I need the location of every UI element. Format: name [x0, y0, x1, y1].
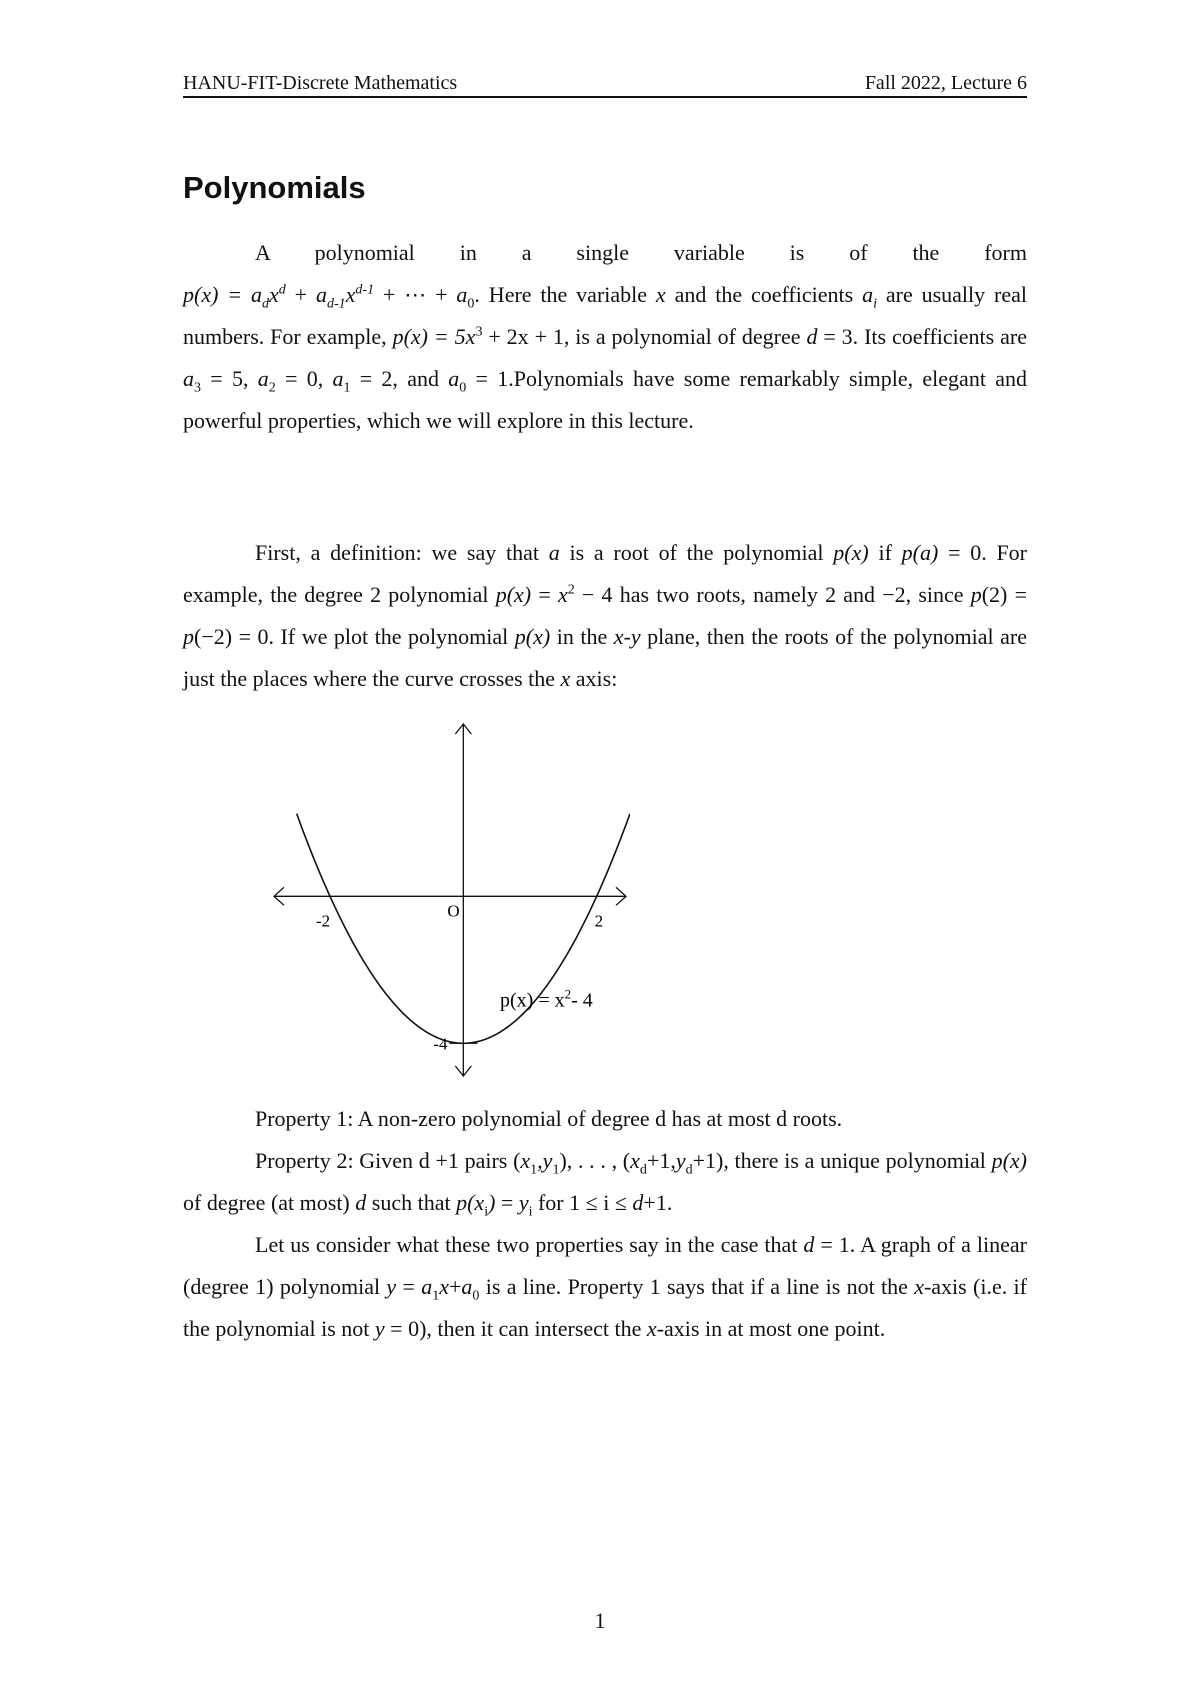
- p3-t7: = 0), then it can intersect the: [384, 1316, 647, 1341]
- coef-a1-val: = 2, and: [350, 366, 449, 391]
- eq-sup: 2: [564, 986, 572, 1002]
- roots-t2: is a root of the polynomial: [559, 540, 834, 565]
- var-ai: a: [862, 282, 874, 307]
- coef-a0: a: [448, 366, 460, 391]
- p2-s1: 1: [530, 1162, 538, 1178]
- p3-s1: 1: [432, 1288, 440, 1304]
- formula-sup-d: d: [278, 282, 286, 298]
- p2-d: d: [355, 1190, 367, 1215]
- p2-t1: Property 2: Given d +1 pairs (: [255, 1148, 521, 1173]
- section-title: Polynomials: [183, 170, 366, 205]
- sub-i: i: [873, 296, 877, 312]
- formula-x: x: [269, 282, 279, 307]
- p2-t2: ), . . . , (: [559, 1148, 631, 1173]
- paragraph-linear-case: [183, 1224, 1027, 1350]
- p3-a0: a: [461, 1274, 473, 1299]
- formula-sub-dm1: d-1: [326, 296, 346, 312]
- p2-t3: +1,: [646, 1148, 676, 1173]
- curve-equation-label: [500, 987, 593, 1012]
- p3-t1: Let us consider what these two properties say in the case that: [255, 1232, 804, 1257]
- p3-t3: =: [396, 1274, 422, 1299]
- p3-y0: y: [374, 1316, 385, 1341]
- p2-px: p(x): [991, 1148, 1028, 1173]
- p2-si2: i: [528, 1204, 533, 1220]
- p2-yd: y: [675, 1148, 686, 1173]
- p2-t10: +1.: [643, 1190, 673, 1215]
- paragraph-intro: [183, 232, 1027, 442]
- p3-xb: x: [646, 1316, 657, 1341]
- property-2: [183, 1140, 1027, 1224]
- roots-t7: (2) =: [981, 582, 1027, 607]
- coef-a1: a: [332, 366, 344, 391]
- page-number: 1: [594, 1608, 606, 1633]
- intro-text-5: , is a polynomial of degree: [563, 324, 807, 349]
- formula-tail: + ⋯ +: [374, 282, 457, 307]
- formula-a0: a: [456, 282, 468, 307]
- roots-pa: p(a): [901, 540, 939, 565]
- intro-line-1: A polynomial in a single variable is of the form: [255, 240, 1027, 265]
- intro-text-7: .Polynomials have some remarkably simple, elegant and powerful properties, which we will explore in this lecture.: [183, 366, 1027, 433]
- p3-t8: -axis in at most one point.: [656, 1316, 886, 1341]
- tick-label-neg2: -2: [316, 911, 331, 931]
- example-rest: + 2x + 1: [482, 324, 564, 349]
- roots-t6: − 4 has two roots, namely 2 and −2, since: [574, 582, 971, 607]
- p3-t4: +: [448, 1274, 462, 1299]
- coef-a0-val: = 1: [466, 366, 509, 391]
- p2-t5: of degree (at most): [183, 1190, 356, 1215]
- p3-a1: a: [421, 1274, 433, 1299]
- coef-a3: a: [183, 366, 194, 391]
- roots-xaxis: x: [560, 666, 571, 691]
- coef-a2-sub: 2: [268, 380, 276, 396]
- p3-t6: -axis (i.e. if the polynomial is not: [183, 1274, 1027, 1341]
- roots-pm2: p: [183, 624, 194, 649]
- p2-xd: x: [630, 1148, 640, 1173]
- p2-t6: such that: [366, 1190, 457, 1215]
- coef-a3-val: = 5,: [201, 366, 258, 391]
- p3-xa: x: [914, 1274, 924, 1299]
- formula-sup-dm1: d-1: [355, 282, 375, 298]
- p2-t4: +1), there is a unique polynomial: [692, 1148, 992, 1173]
- parabola-graph: [270, 720, 630, 1080]
- eq-tail: - 4: [571, 989, 593, 1012]
- intro-text-4: are usually real numbers. For example,: [183, 282, 1027, 349]
- roots-t11: axis:: [570, 666, 618, 691]
- p3-d: d: [803, 1232, 815, 1257]
- roots-px3: p(x): [514, 624, 551, 649]
- roots-t5: =: [531, 582, 558, 607]
- roots-sup2: 2: [567, 582, 575, 598]
- p2-t7: ): [488, 1190, 496, 1215]
- formula-sub-0: 0: [467, 296, 475, 312]
- var-x: x: [655, 282, 666, 307]
- roots-t4: = 0. For example, the degree 2 polynomial: [183, 540, 1028, 607]
- p3-y: y: [386, 1274, 397, 1299]
- formula-plus: +: [285, 282, 316, 307]
- p2-yi: y: [518, 1190, 529, 1215]
- paragraph-roots: [183, 532, 1027, 700]
- p3-t5: is a line. Property 1 says that if a line is not the: [479, 1274, 915, 1299]
- intro-text-2: Here the variable: [479, 282, 656, 307]
- roots-p2: p: [970, 582, 982, 607]
- p2-t9: for 1 ≤ i ≤: [532, 1190, 633, 1215]
- coef-a1-sub: 1: [343, 380, 351, 396]
- formula-a2: a: [315, 282, 327, 307]
- tick-label-neg4: -4: [433, 1034, 448, 1054]
- formula-lead: p(x) =: [183, 282, 252, 307]
- eq-main: p(x) = x: [500, 989, 565, 1012]
- formula-end: .: [474, 282, 480, 307]
- intro-text-3: and the coefficients: [665, 282, 863, 307]
- degree-d: d: [806, 324, 818, 349]
- roots-xy: x-y: [613, 624, 641, 649]
- coef-a2-val: = 0,: [275, 366, 333, 391]
- roots-t8: (−2) = 0. If we plot the polynomial: [194, 624, 515, 649]
- p2-t8: =: [495, 1190, 519, 1215]
- p2-s1b: 1: [552, 1162, 560, 1178]
- roots-a: a: [548, 540, 560, 565]
- p2-sd2: d: [685, 1162, 693, 1178]
- p2-si: i: [484, 1204, 489, 1220]
- roots-px2: p(x): [495, 582, 532, 607]
- p2-x1: x: [520, 1148, 531, 1173]
- p3-t2: = 1. A graph of a linear (degree 1) polynomial: [183, 1232, 1027, 1299]
- coef-a3-sub: 3: [194, 380, 201, 396]
- p2-d2: d: [632, 1190, 644, 1215]
- p3-s0: 0: [472, 1288, 480, 1304]
- lecture-info: Fall 2022, Lecture 6: [864, 72, 1027, 94]
- roots-x: x: [557, 582, 568, 607]
- property-1: Property 1: A non-zero polynomial of degree d has at most d roots.: [255, 1106, 843, 1131]
- course-name: HANU-FIT-Discrete Mathematics: [183, 72, 458, 94]
- example-poly: p(x) = 5x: [392, 324, 476, 349]
- coef-a0-sub: 0: [459, 380, 467, 396]
- p2-sd: d: [639, 1162, 647, 1178]
- formula-x2: x: [345, 282, 356, 307]
- intro-body: [183, 274, 1027, 442]
- roots-t3: if: [868, 540, 902, 565]
- roots-px: p(x): [833, 540, 869, 565]
- tick-label-pos2: 2: [594, 911, 604, 931]
- p2-comma1: ,: [537, 1148, 543, 1173]
- roots-t1: First, a definition: we say that: [255, 540, 549, 565]
- formula-a: a: [251, 282, 263, 307]
- p2-y1: y: [542, 1148, 553, 1173]
- coef-a2: a: [257, 366, 269, 391]
- page-header: [183, 70, 1027, 98]
- example-sup-3: 3: [475, 324, 483, 340]
- intro-text-6: = 3. Its coefficients are: [817, 324, 1027, 349]
- p3-x: x: [439, 1274, 449, 1299]
- roots-t9: in the: [550, 624, 614, 649]
- roots-t10: plane, then the roots of the polynomial are just the places where the curve crosses the: [183, 624, 1027, 691]
- p2-pxi: p(x: [456, 1190, 485, 1215]
- origin-label: O: [447, 901, 460, 921]
- formula-sub-d: d: [262, 296, 270, 312]
